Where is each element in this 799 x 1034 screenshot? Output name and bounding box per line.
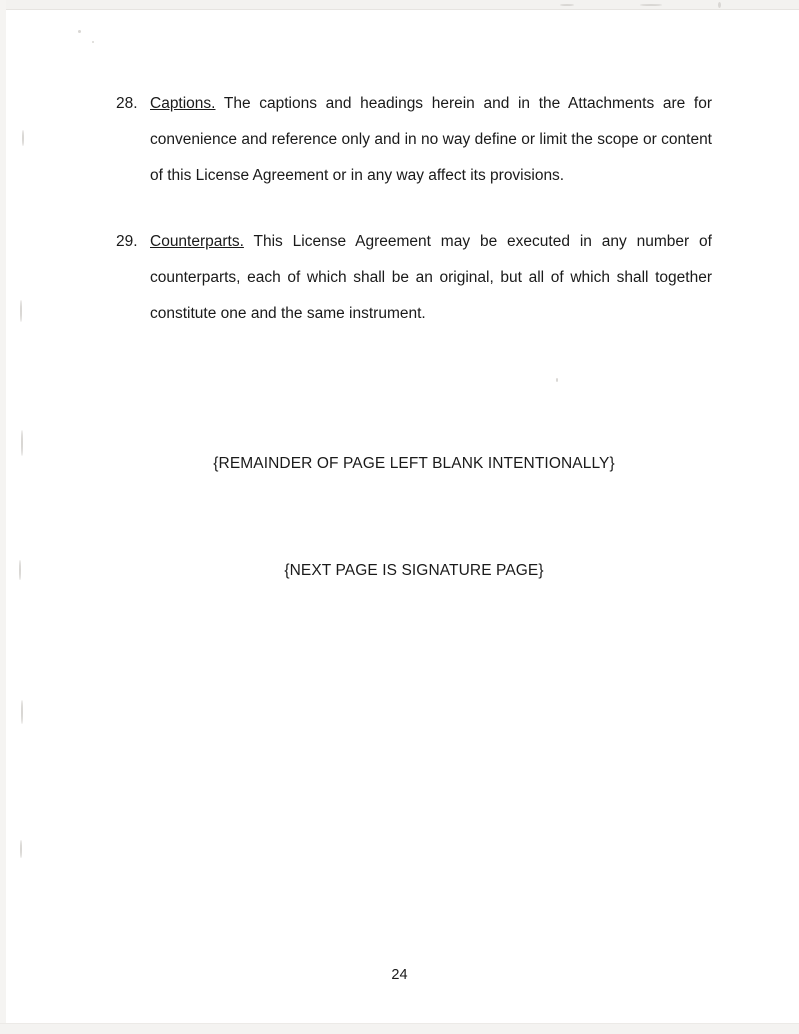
clause-29 — [116, 224, 712, 332]
scan-speck — [22, 130, 24, 146]
scan-speck — [20, 300, 22, 322]
scan-speck — [718, 2, 721, 8]
clause-text — [150, 224, 712, 332]
clause-title: Counterparts. — [150, 233, 244, 250]
scan-speck — [78, 30, 81, 33]
scan-edge-bottom — [0, 1023, 799, 1034]
scan-speck — [560, 4, 574, 6]
page-number: 24 — [391, 967, 408, 983]
scan-speck — [21, 430, 23, 456]
scan-speck — [556, 378, 558, 382]
scan-speck — [92, 41, 94, 43]
clause-paragraph: The captions and headings herein and in the Attachments are for convenience and reference only and in no way define or limit the scope or content of this License Agreement or in any way affect its provisions. — [150, 95, 712, 184]
clause-28 — [116, 86, 712, 194]
scan-speck — [640, 4, 662, 6]
clause-number: 29. — [116, 233, 138, 250]
document-body — [116, 86, 712, 362]
scan-speck — [20, 840, 22, 858]
clause-paragraph: This License Agreement may be executed in any number of counterparts, each of which shall be an original, but all of which shall together constitute one and the same instrument. — [150, 233, 712, 322]
clause-title: Captions. — [150, 95, 216, 112]
clause-text — [150, 86, 712, 194]
next-page-note: {NEXT PAGE IS SIGNATURE PAGE} — [284, 562, 544, 579]
scan-edge-left — [0, 0, 6, 1034]
scan-speck — [19, 560, 21, 580]
remainder-of-page-note: {REMAINDER OF PAGE LEFT BLANK INTENTIONALLY} — [213, 455, 615, 472]
scan-speck — [21, 700, 23, 724]
clause-number: 28. — [116, 95, 138, 112]
scan-edge-top — [0, 0, 799, 10]
